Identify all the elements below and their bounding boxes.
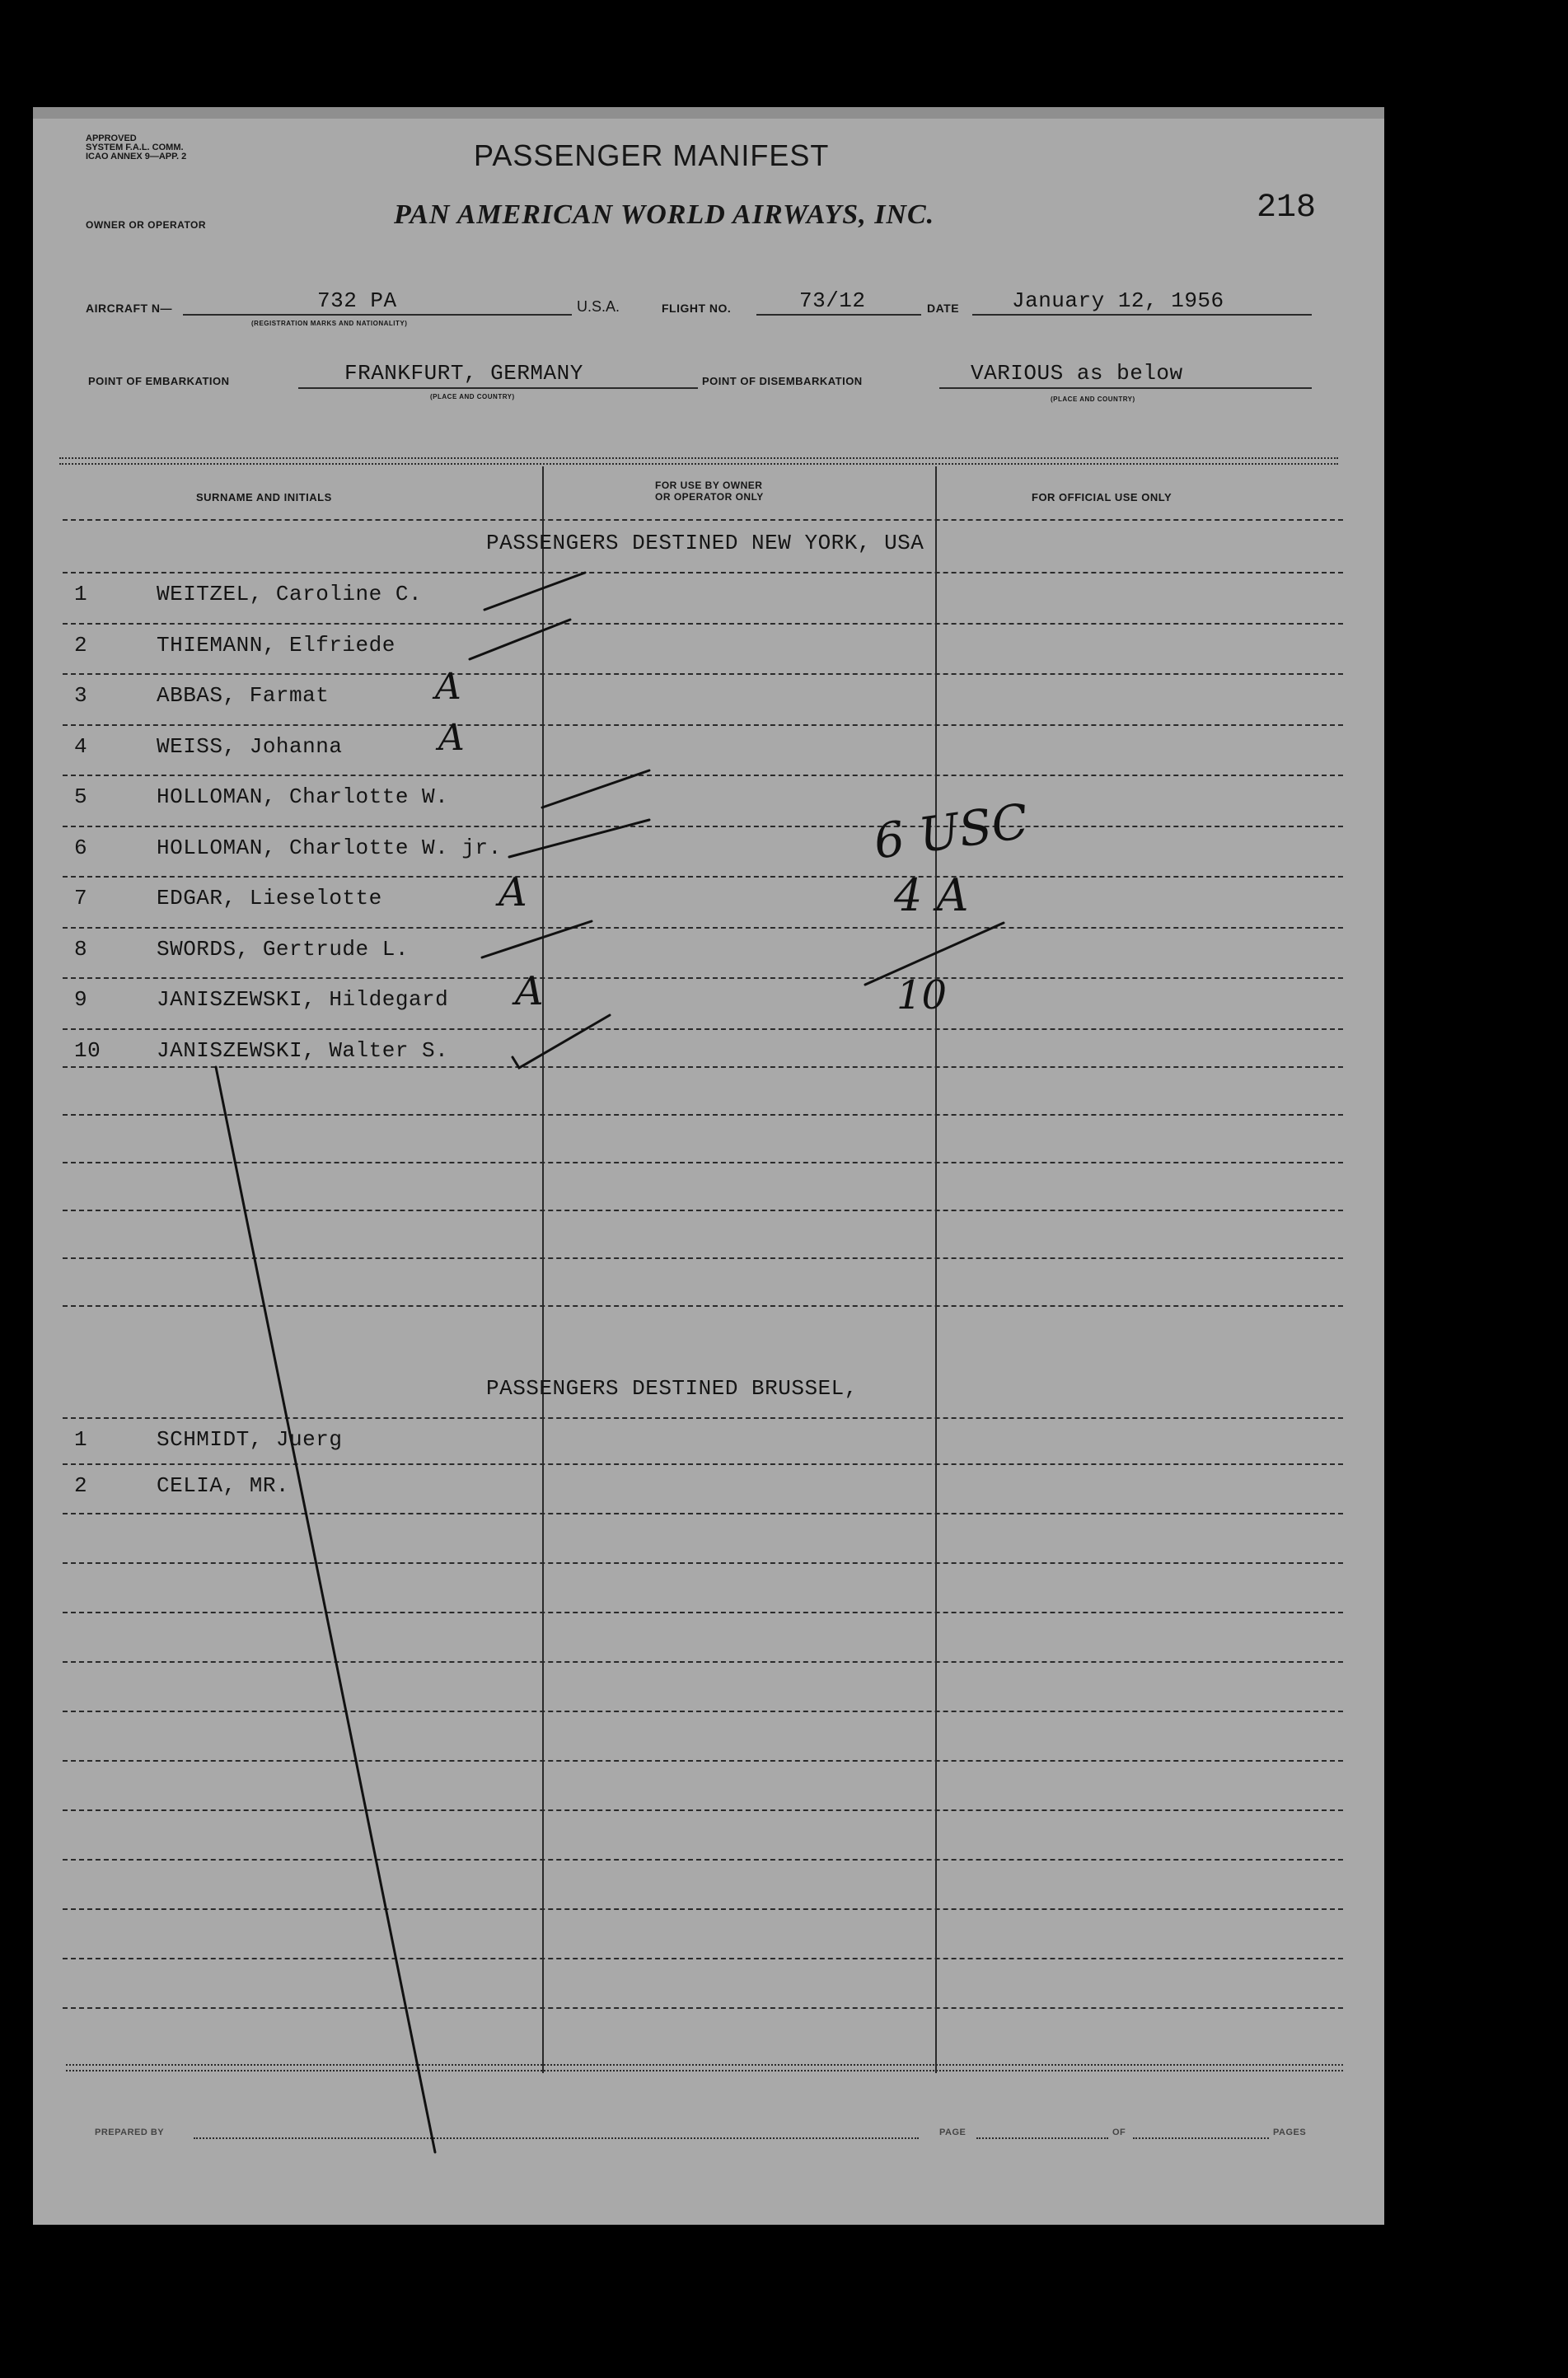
check-mark-stroke	[542, 770, 649, 807]
handwritten-mark: A	[498, 869, 527, 915]
section-brussel-header: PASSENGERS DESTINED BRUSSEL,	[486, 1376, 858, 1401]
diagonal-strike-line	[216, 1067, 435, 2152]
handwritten-mark: A	[515, 968, 544, 1014]
passenger-name: THIEMANN, Elfriede	[157, 632, 396, 658]
passenger-name: JANISZEWSKI, Walter S.	[157, 1037, 449, 1063]
check-mark-stroke	[484, 573, 585, 610]
passenger-name: SWORDS, Gertrude L.	[157, 936, 409, 962]
footer-prepared-label: PREPARED BY	[95, 2128, 165, 2137]
passenger-number: 8	[74, 936, 88, 962]
tick-mark-stroke	[513, 1015, 610, 1068]
aircraft-label: AIRCRAFT N—	[86, 302, 173, 315]
passenger-number: 9	[74, 987, 88, 1012]
column-header-owner-2: OR OPERATOR ONLY	[655, 491, 764, 503]
date-label: DATE	[927, 302, 960, 315]
passenger-number: 1	[74, 1427, 88, 1452]
handwritten-tally-total: 10	[896, 972, 948, 1018]
handwritten-mark: A	[438, 717, 465, 759]
aircraft-sublabel: (REGISTRATION MARKS AND NATIONALITY)	[251, 320, 408, 327]
embarkation-label: POINT OF EMBARKATION	[88, 375, 230, 387]
disembarkation-sublabel: (PLACE AND COUNTRY)	[1051, 396, 1135, 403]
owner-label: OWNER OR OPERATOR	[86, 219, 207, 231]
flight-value: 73/12	[799, 288, 866, 313]
approval-line-3: ICAO ANNEX 9—APP. 2	[86, 152, 187, 161]
passenger-name: HOLLOMAN, Charlotte W. jr.	[157, 835, 502, 860]
passenger-number: 1	[74, 582, 88, 606]
handwritten-tally-1: 6 USC	[870, 793, 1032, 870]
date-value: January 12, 1956	[1012, 288, 1224, 313]
passenger-name: CELIA, MR.	[157, 1473, 290, 1498]
check-mark-stroke	[470, 620, 570, 659]
disembarkation-label: POINT OF DISEMBARKATION	[702, 375, 863, 387]
passenger-number: 2	[74, 1473, 88, 1498]
check-mark-stroke	[509, 820, 649, 857]
check-mark-stroke	[482, 921, 592, 957]
page-title: PASSENGER MANIFEST	[474, 138, 830, 172]
column-header-official: FOR OFFICIAL USE ONLY	[1032, 491, 1172, 503]
approval-line-1: APPROVED	[86, 133, 137, 143]
embarkation-value: FRANKFURT, GERMANY	[344, 361, 583, 386]
handwritten-tally-2: 4 A	[894, 869, 969, 921]
passenger-name: SCHMIDT, Juerg	[157, 1427, 343, 1452]
handwritten-mark: A	[435, 666, 461, 708]
disembarkation-value: VARIOUS as below	[971, 361, 1183, 386]
page-stamp-number: 218	[1257, 190, 1317, 227]
passenger-number: 2	[74, 632, 88, 658]
passenger-name: EDGAR, Lieselotte	[157, 886, 382, 910]
footer-pages-label: PAGES	[1273, 2128, 1307, 2137]
passenger-number: 7	[74, 886, 88, 910]
footer-page-label: PAGE	[939, 2128, 967, 2137]
passenger-number: 5	[74, 784, 88, 809]
column-header-owner-1: FOR USE BY OWNER	[655, 480, 763, 491]
section-ny-header: PASSENGERS DESTINED NEW YORK, USA	[486, 531, 924, 555]
approval-line-2: SYSTEM F.A.L. COMM.	[86, 143, 184, 152]
footer-of-label: OF	[1112, 2128, 1126, 2137]
passenger-number: 4	[74, 733, 88, 759]
passenger-name: WEITZEL, Caroline C.	[157, 582, 423, 606]
passenger-name: HOLLOMAN, Charlotte W.	[157, 784, 449, 809]
passenger-number: 6	[74, 835, 88, 860]
column-header-surname: SURNAME AND INITIALS	[196, 491, 332, 503]
aircraft-country: U.S.A.	[577, 298, 620, 315]
passenger-name: WEISS, Johanna	[157, 733, 343, 759]
owner-name: PAN AMERICAN WORLD AIRWAYS, INC.	[394, 199, 935, 230]
passenger-number: 10	[74, 1037, 101, 1063]
aircraft-value: 732 PA	[317, 288, 397, 313]
flight-label: FLIGHT NO.	[662, 302, 732, 315]
passenger-name: ABBAS, Farmat	[157, 683, 330, 708]
embarkation-sublabel: (PLACE AND COUNTRY)	[430, 393, 515, 400]
passenger-number: 3	[74, 683, 88, 708]
passenger-name: JANISZEWSKI, Hildegard	[157, 987, 449, 1012]
